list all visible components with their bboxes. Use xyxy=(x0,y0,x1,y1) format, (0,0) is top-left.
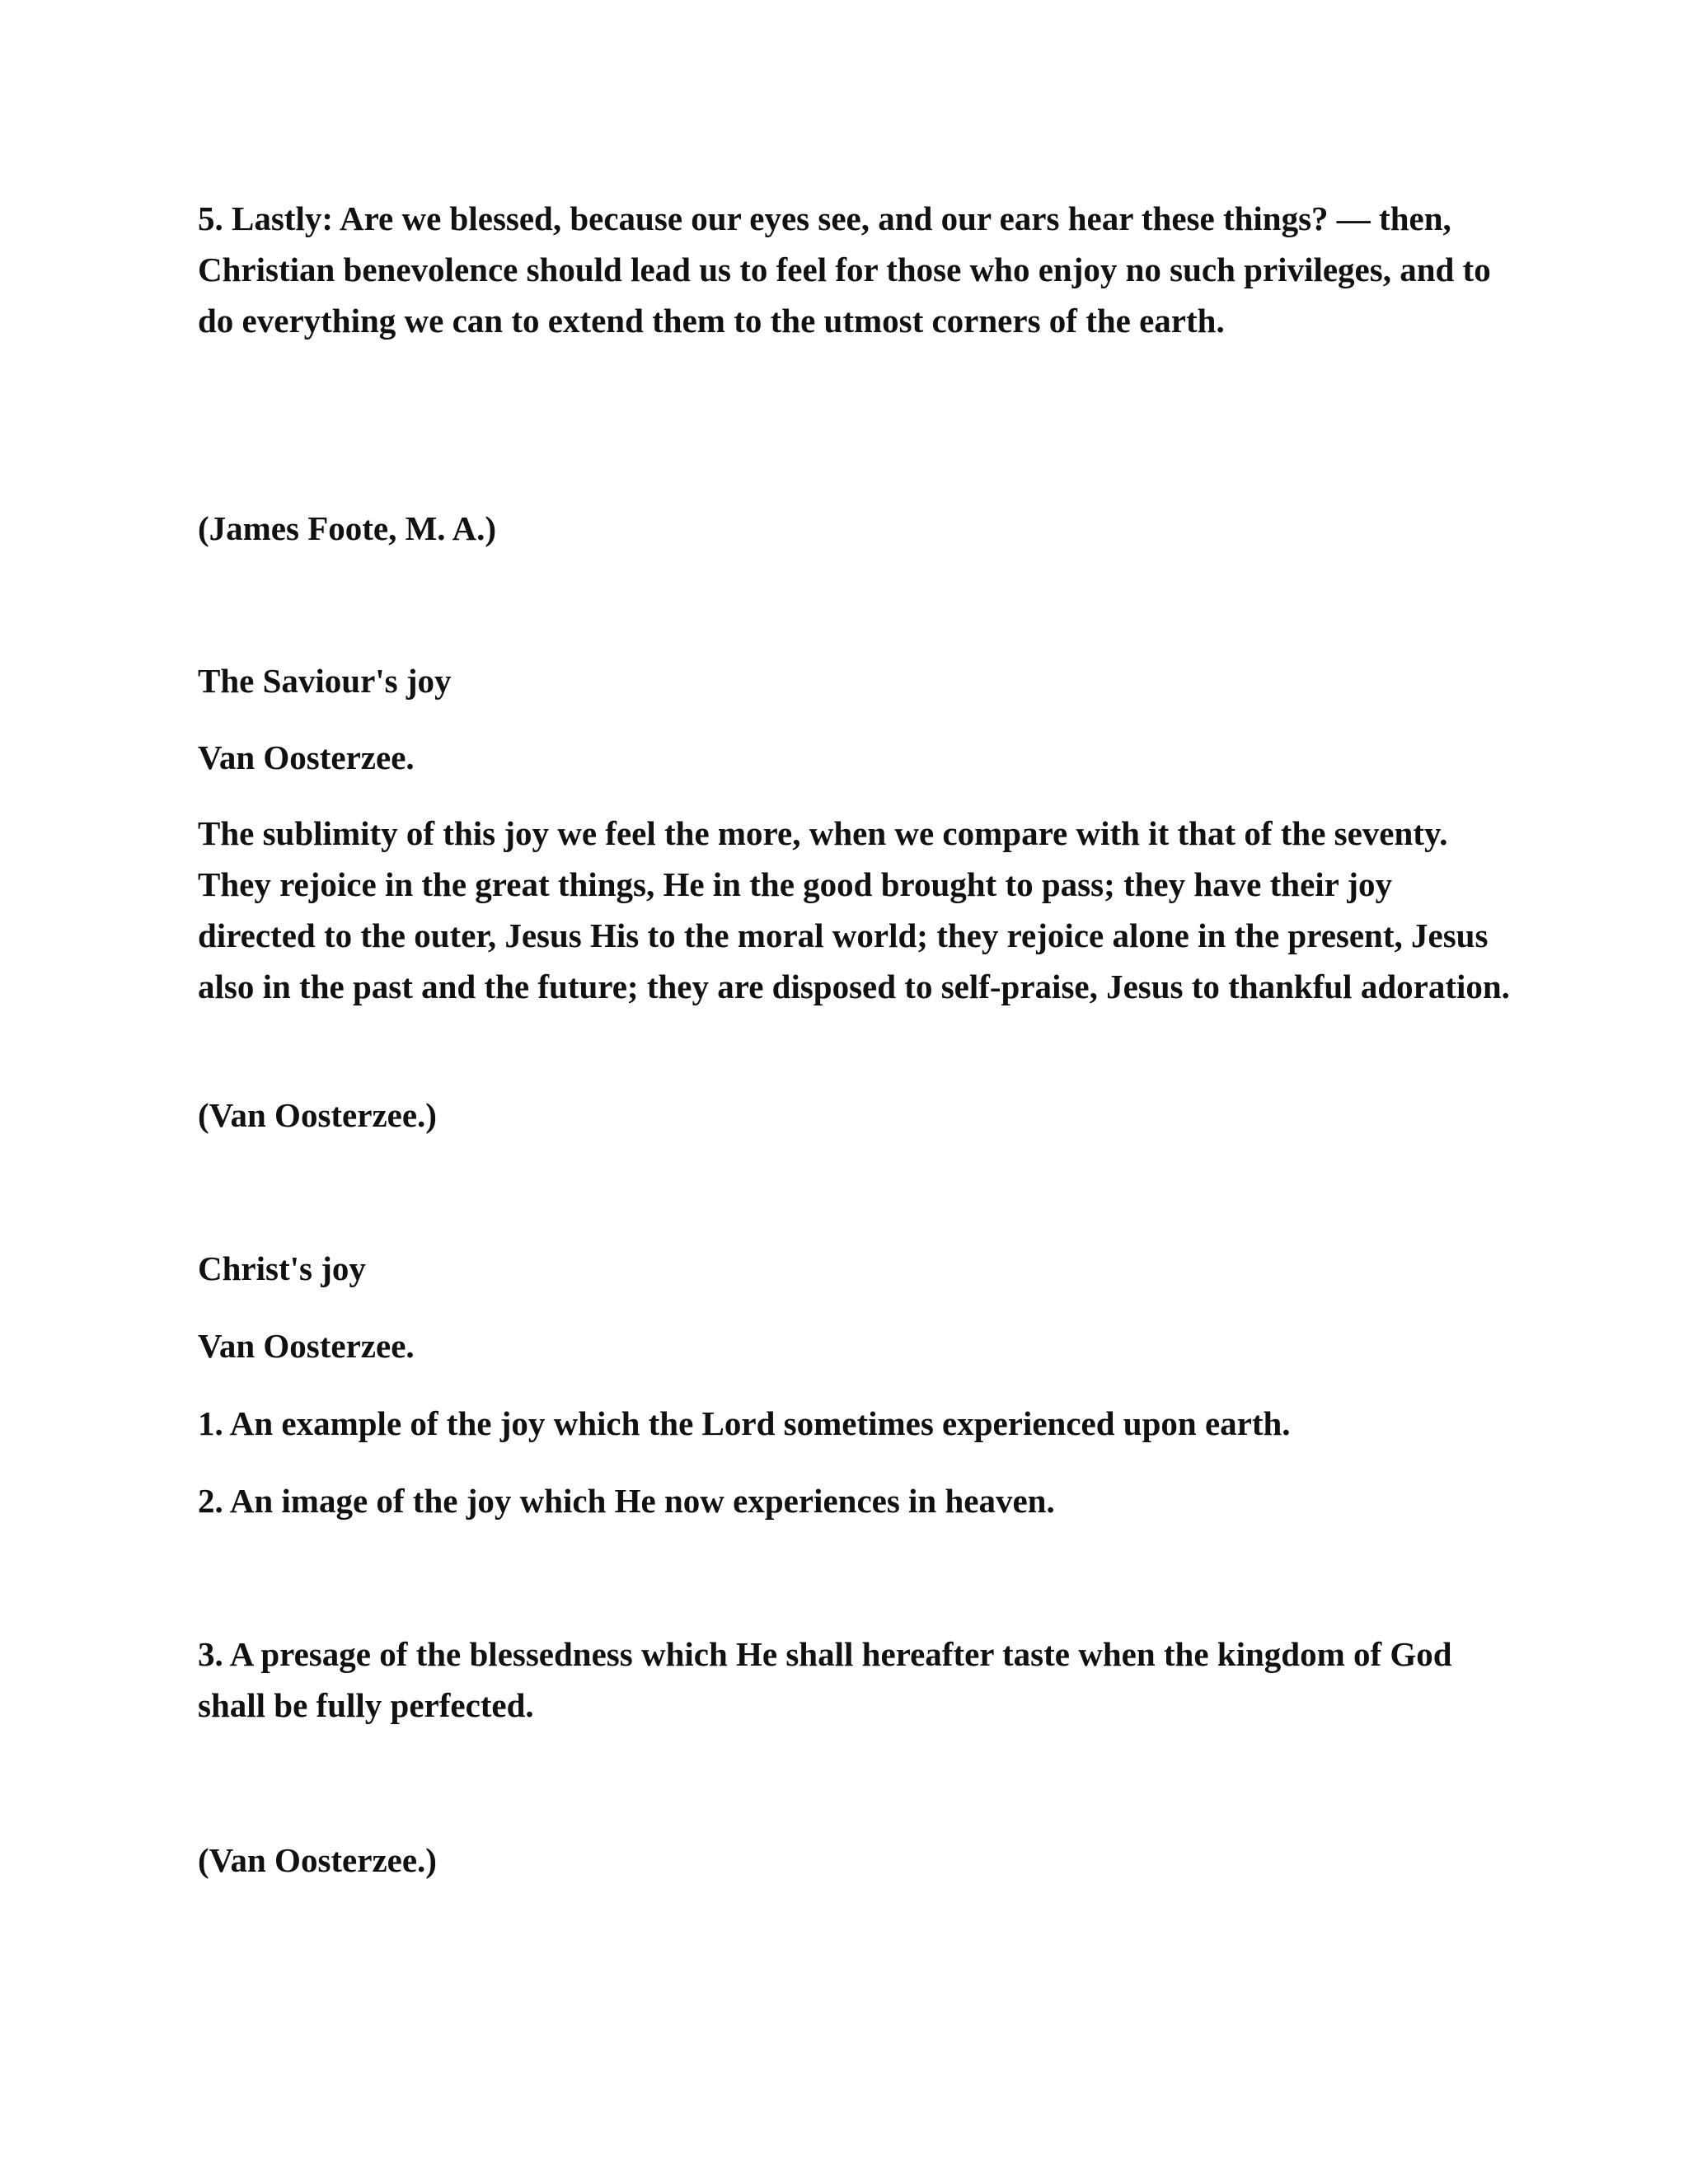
citation-van-oosterzee: (Van Oosterzee.) xyxy=(198,1841,437,1879)
paragraph-lastly: 5. Lastly: Are we blessed, because our eyes see, and our ears hear these things? — then, Christian benevolence should lead us to feel for those who enjoy no such privileges, and to do everything we can to extend them to the utmost corners of the earth. xyxy=(198,199,1491,340)
heading-saviours-joy: The Saviour's joy xyxy=(198,662,452,700)
heading-christs-joy: Christ's joy xyxy=(198,1249,366,1287)
list-item-presage: 3. A presage of the blessedness which He shall hereafter taste when the kingdom of God shall be fully perfected. xyxy=(198,1635,1452,1724)
author-van-oosterzee: Van Oosterzee. xyxy=(198,738,415,776)
list-item-example: 1. An example of the joy which the Lord sometimes experienced upon earth. xyxy=(198,1404,1291,1442)
paragraph-sublimity: The sublimity of this joy we feel the more, when we compare with it that of the seventy. They rejoice in the great things, He in the good brought to pass; they have their joy directed to the outer, Jesus His to the moral world; they rejoice alone in the present, Jesus also in the past and the future; they are disposed to self-praise, Jesus to thankful adoration. xyxy=(198,814,1510,1005)
author-van-oosterzee: Van Oosterzee. xyxy=(198,1327,415,1365)
list-item-image: 2. An image of the joy which He now experiences in heaven. xyxy=(198,1482,1055,1520)
citation-james-foote: (James Foote, M. A.) xyxy=(198,509,497,547)
citation-van-oosterzee: (Van Oosterzee.) xyxy=(198,1096,437,1134)
